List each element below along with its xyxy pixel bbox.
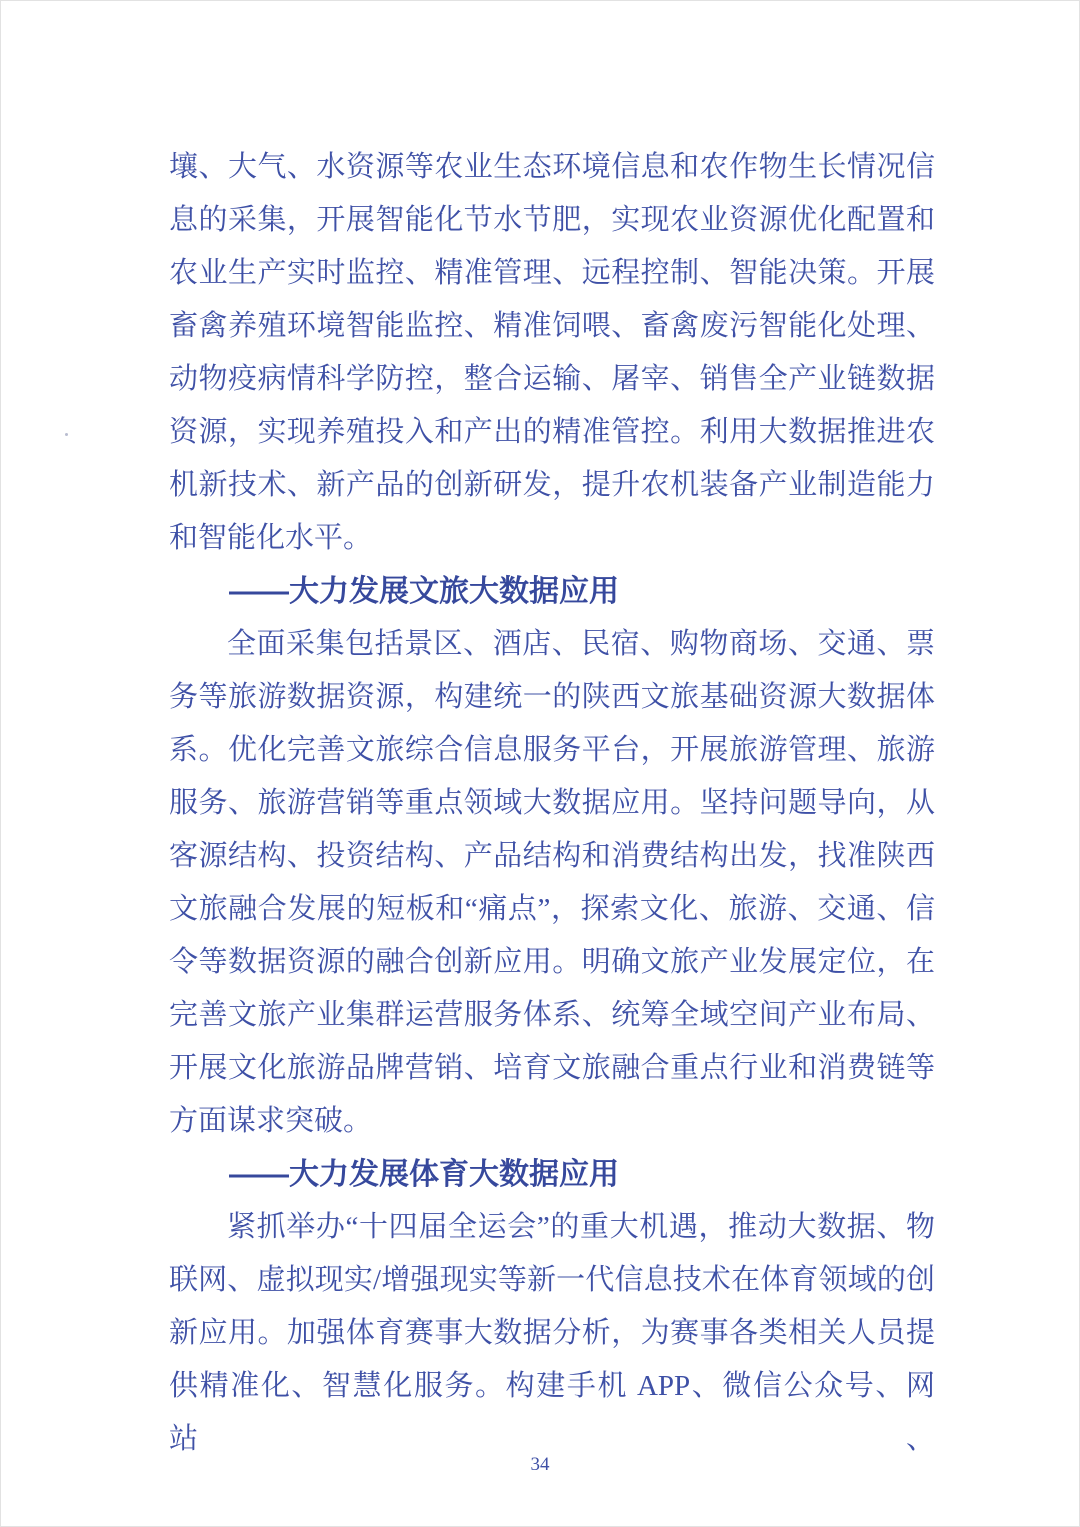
text-line: 文旅融合发展的短板和“痛点”，探索文化、旅游、交通、信	[169, 893, 935, 925]
scan-artifact-dot	[65, 433, 68, 436]
page-number: 34	[530, 1454, 550, 1475]
text-line: 方面谋求突破。	[169, 1105, 373, 1137]
section-heading-sports: ——大力发展体育大数据应用	[229, 1158, 619, 1191]
text-line: 联网、虚拟现实/增强现实等新一代信息技术在体育领域的创	[169, 1264, 935, 1296]
text-line: 客源结构、投资结构、产品结构和消费结构出发，找准陕西	[169, 840, 935, 872]
page-body-text	[169, 141, 935, 1455]
text-line: 供精准化、智慧化服务。构建手机 APP、微信公众号、网站、	[169, 1370, 935, 1455]
text-line: 系。优化完善文旅综合信息服务平台，开展旅游管理、旅游	[169, 734, 935, 766]
text-line: 令等数据资源的融合创新应用。明确文旅产业发展定位，在	[169, 946, 935, 978]
text-line: 畜禽养殖环境智能监控、精准饲喂、畜禽废污智能化处理、	[169, 310, 935, 342]
text-line: 全面采集包括景区、酒店、民宿、购物商场、交通、票	[227, 628, 935, 660]
text-line: 机新技术、新产品的创新研发，提升农机装备产业制造能力	[169, 469, 935, 501]
text-line: 务等旅游数据资源，构建统一的陕西文旅基础资源大数据体	[169, 681, 935, 713]
text-line: 息的采集，开展智能化节水节肥，实现农业资源优化配置和	[169, 204, 935, 236]
text-line: 动物疫病情科学防控，整合运输、屠宰、销售全产业链数据	[169, 363, 935, 395]
text-line: 壤、大气、水资源等农业生态环境信息和农作物生长情况信	[169, 151, 935, 183]
text-line: 农业生产实时监控、精准管理、远程控制、智能决策。开展	[169, 257, 935, 289]
text-line: 服务、旅游营销等重点领域大数据应用。坚持问题导向，从	[169, 787, 935, 819]
text-line: 开展文化旅游品牌营销、培育文旅融合重点行业和消费链等	[169, 1052, 935, 1084]
section-heading-culture-tourism: ——大力发展文旅大数据应用	[229, 575, 619, 608]
text-line: 紧抓举办“十四届全运会”的重大机遇，推动大数据、物	[227, 1211, 935, 1243]
text-line: 新应用。加强体育赛事大数据分析，为赛事各类相关人员提	[169, 1317, 935, 1349]
text-line: 和智能化水平。	[169, 522, 373, 554]
text-line: 完善文旅产业集群运营服务体系、统筹全域空间产业布局、	[169, 999, 935, 1031]
text-line: 资源，实现养殖投入和产出的精准管控。利用大数据推进农	[169, 416, 935, 448]
